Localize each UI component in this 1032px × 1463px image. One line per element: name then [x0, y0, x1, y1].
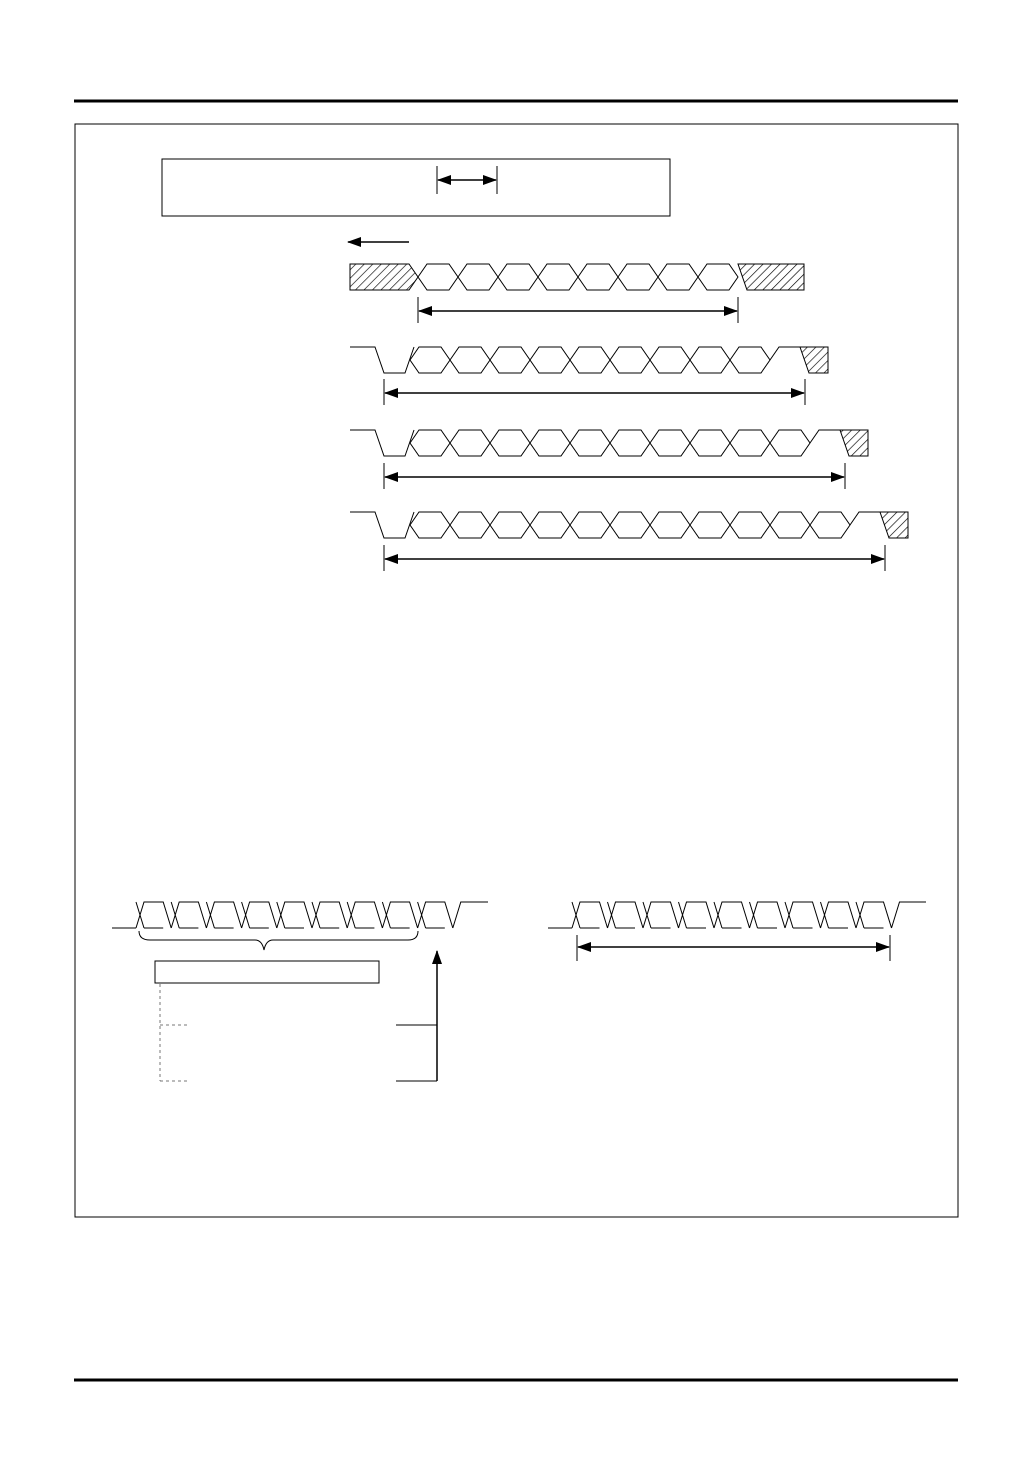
data-bit-cell	[714, 902, 750, 928]
data-bit-cell	[450, 512, 490, 538]
idle-line-right	[453, 902, 488, 928]
hatched-undefined-end	[738, 264, 804, 290]
hatched-undefined-end	[880, 512, 908, 538]
data-bit-cell	[450, 347, 490, 373]
data-bit-cell	[570, 430, 610, 456]
data-bit-cell	[572, 902, 608, 928]
data-bit-cell	[610, 347, 650, 373]
data-bit-cell	[382, 902, 417, 928]
figure-frame	[75, 124, 958, 1217]
data-bit-cell	[610, 430, 650, 456]
start-bit-waveform	[350, 430, 414, 456]
data-bit-cell	[650, 430, 690, 456]
data-bit-cell	[277, 902, 312, 928]
data-bit-cell	[856, 902, 892, 928]
data-bit-cell	[650, 347, 690, 373]
data-bit-cell	[530, 430, 570, 456]
hatched-undefined-start	[350, 264, 418, 290]
data-bit-cell	[171, 902, 206, 928]
bottom-timing-examples	[112, 902, 926, 928]
data-bit-cell	[136, 902, 171, 928]
data-bit-cell	[690, 430, 730, 456]
data-bit-cell	[242, 902, 277, 928]
start-bit-waveform	[350, 347, 414, 373]
data-bit-cell	[530, 512, 570, 538]
data-bit-cell	[450, 430, 490, 456]
data-bit-cell	[658, 264, 698, 290]
group-brace	[139, 931, 418, 950]
data-bit-cell	[618, 264, 658, 290]
data-bit-cell	[530, 347, 570, 373]
stop-bit-waveform	[810, 430, 840, 443]
data-bit-cell	[418, 264, 458, 290]
bottom-left-waveform	[112, 902, 488, 928]
group-label-box	[155, 961, 379, 983]
data-bit-cell	[490, 430, 530, 456]
stop-bit-waveform	[770, 347, 800, 360]
data-bit-cell	[679, 902, 715, 928]
data-bit-cell	[821, 902, 857, 928]
data-bit-cell	[312, 902, 347, 928]
stop-bit-waveform	[850, 512, 880, 525]
data-bit-cell	[643, 902, 679, 928]
data-bit-cell	[570, 347, 610, 373]
data-bit-cell	[750, 902, 786, 928]
data-bit-cell	[410, 430, 450, 456]
data-bit-cell	[770, 430, 810, 456]
start-bit-waveform	[350, 512, 414, 538]
bottom-right-waveform	[548, 902, 926, 928]
idle-line-right	[892, 902, 927, 928]
data-bit-cell	[490, 347, 530, 373]
data-bit-cell	[410, 512, 450, 538]
timing-row-3	[350, 430, 868, 489]
data-bit-cell	[730, 347, 770, 373]
data-bit-cell	[498, 264, 538, 290]
data-bit-cell	[538, 264, 578, 290]
data-bit-cell	[570, 512, 610, 538]
data-bit-cell	[490, 512, 530, 538]
data-bit-cell	[610, 512, 650, 538]
data-bit-cell	[650, 512, 690, 538]
data-bit-cell	[785, 902, 821, 928]
data-bit-cell	[730, 512, 770, 538]
data-bit-cell	[206, 902, 241, 928]
data-bit-cell	[690, 512, 730, 538]
data-bit-cell	[770, 512, 810, 538]
reference-box	[162, 159, 670, 216]
data-bit-cell	[810, 512, 850, 538]
data-bit-cell	[730, 430, 770, 456]
data-bit-cell	[458, 264, 498, 290]
timing-rows	[350, 264, 908, 571]
timing-row-2	[350, 347, 828, 405]
data-bit-cell	[690, 347, 730, 373]
hatched-undefined-end	[840, 430, 868, 456]
timing-row-1	[350, 264, 804, 323]
data-bit-cell	[410, 347, 450, 373]
data-bit-cell	[418, 902, 453, 928]
data-bit-cell	[347, 902, 382, 928]
data-bit-cell	[698, 264, 738, 290]
data-bit-cell	[578, 264, 618, 290]
data-bit-cell	[608, 902, 644, 928]
timing-row-4	[350, 512, 908, 571]
hatched-undefined-end	[800, 347, 828, 373]
